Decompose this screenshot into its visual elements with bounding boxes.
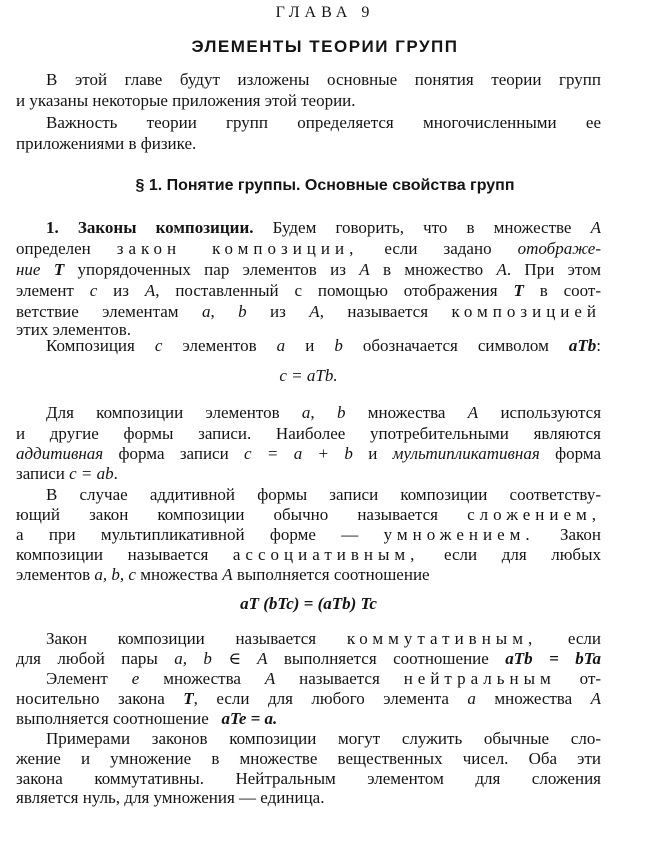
formula: c = aTb.	[279, 366, 338, 385]
term-spaced: коммутативным,	[346, 629, 538, 648]
term-spaced: умножением.	[383, 525, 535, 544]
subsection-heading: 1. Законы композиции.	[46, 218, 254, 237]
paragraph-line: Примерами законов композиции могут служить обычные сло-	[46, 729, 601, 748]
formula: aT (bTc) = (aTb) Tc	[240, 594, 377, 613]
paragraph-line: В случае аддитивной формы записи композиции соответству-	[46, 485, 601, 504]
paragraph-line: для любой пары a, b ∈ A выполняется соотношение aTb = bTa	[16, 649, 602, 668]
paragraph-line: этих элементов.	[16, 320, 131, 339]
paragraph-line: ющий закон композиции обычно называется сложением,	[16, 505, 602, 524]
paragraph-line: записи c = ab.	[16, 464, 118, 483]
paragraph-line: Элемент e множества A называется нейтральным от-	[46, 669, 602, 688]
term-spaced: закон композиции,	[116, 239, 359, 258]
paragraph-line: определен закон композиции, если задано отображе-	[16, 239, 602, 258]
term-spaced: ассоциативным,	[232, 545, 420, 564]
paragraph-line: а при мультипликативной форме — умножением. Закон	[16, 525, 602, 544]
paragraph-line: выполняется соотношение aTe = a.	[16, 709, 278, 728]
paragraph-line: носительно закона T, если для любого элемента a множества A	[16, 689, 602, 708]
paragraph-line: закона коммутативны. Нейтральным элементом для сложения	[16, 769, 601, 788]
paragraph-line: Закон композиции называется коммутативным, если	[46, 629, 602, 648]
intro-line: Важность теории групп определяется многочисленными ее	[46, 113, 601, 132]
paragraph-line: Для композиции элементов a, b множества A используются	[46, 403, 602, 422]
term-spaced: нейтральным	[403, 669, 556, 688]
intro-line: приложениями в физике.	[16, 134, 197, 153]
paragraph-line: и другие формы записи. Наиболее употребительными являются	[16, 424, 601, 443]
term-spaced: композицией	[451, 302, 602, 321]
paragraph-line: ние T упорядоченных пар элементов из A в множество A. При этом	[16, 260, 602, 279]
paragraph-line: аддитивная форма записи c = a + b и мультипликативная форма	[16, 444, 602, 463]
paragraph-line: элементов a, b, c множества A выполняется соотношение	[16, 565, 430, 584]
paragraph-line: Композиция c элементов a и b обозначается символом aTb:	[46, 336, 602, 355]
paragraph-line: является нуль, для умножения — единица.	[16, 788, 325, 807]
intro-line: В этой главе будут изложены основные понятия теории групп	[46, 70, 601, 89]
intro-line: и указаны некоторые приложения этой теории.	[16, 91, 356, 110]
paragraph-line: композиции называется ассоциативным, если для любых	[16, 545, 601, 564]
paragraph-line: 1. Законы композиции. Будем говорить, что в множестве A	[46, 218, 601, 237]
term-spaced: сложением,	[467, 505, 602, 524]
paragraph-line: элемент c из A, поставленный с помощью отображения T в соот-	[16, 281, 601, 300]
paragraph-line: ветствие элементам a, b из A, называется композицией	[16, 302, 602, 321]
paragraph-line: жение и умножение в множестве вещественных чисел. Оба эти	[16, 749, 601, 768]
chapter-title: ЭЛЕМЕНТЫ ТЕОРИИ ГРУПП	[191, 37, 459, 56]
chapter-label: ГЛАВА 9	[275, 4, 375, 21]
section-title: § 1. Понятие группы. Основные свойства групп	[135, 177, 515, 194]
term-italic: отображе-	[517, 239, 602, 258]
